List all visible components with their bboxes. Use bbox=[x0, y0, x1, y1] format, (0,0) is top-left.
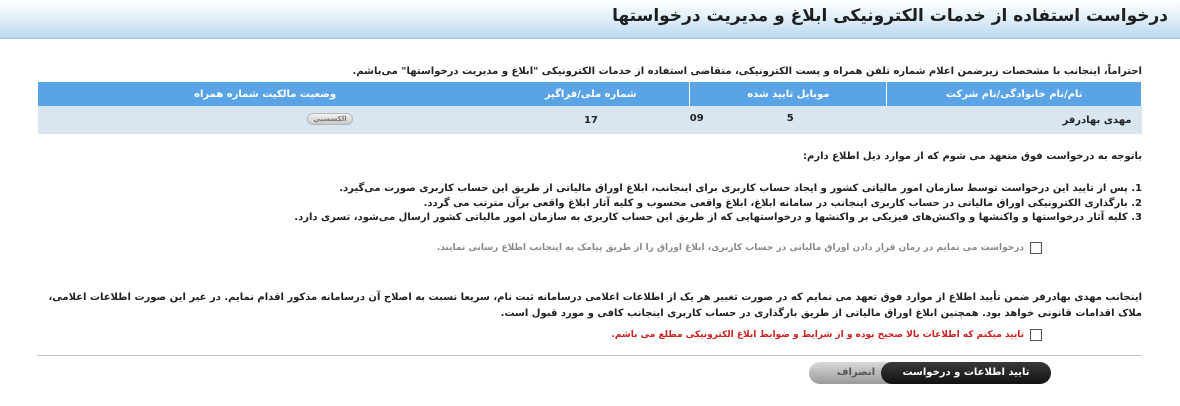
status-badge: الكسسيي bbox=[307, 113, 353, 125]
term-item: 3. کلیه آثار درخواستها و واکنشها و واکنش‌های فیزیکی بر واکنشها و درخواستهایی که از طریق این حساب کاربری به سازمان امور مالیاتی کشور ارسال می‌شود، تسری دارد. bbox=[294, 212, 1142, 223]
page-title: درخواست استفاده از خدمات الکترونیکی ابلاغ و مدیریت درخواستها bbox=[612, 6, 1168, 26]
sms-notify-checkbox[interactable] bbox=[1030, 242, 1042, 254]
term-item: 1. پس از تایید این درخواست توسط سازمان امور مالیاتی کشور و ایجاد حساب کاربری برای اینجانب، ابلاغ اوراق مالیاتی از طریق این حساب کاربری صورت می‌گیرد. bbox=[339, 183, 1142, 194]
terms-intro: باتوجه به درخواست فوق متعهد می شوم که از موارد ذیل اطلاع دارم: bbox=[803, 151, 1142, 162]
mobile-part-a: 5 bbox=[786, 113, 794, 124]
cell-status bbox=[38, 106, 492, 134]
term-item: 2. بارگذاری الکترونیکی اوراق مالیاتی در حساب کاربری اینجانب در سامانه ابلاغ، ابلاغ واقعی محسوب و کلیه آثار ابلاغ واقعی برآن مترتب می گردد. bbox=[423, 197, 1142, 209]
cancel-button[interactable]: انصراف bbox=[809, 362, 903, 384]
title-bar bbox=[0, 0, 1180, 39]
separator-line bbox=[38, 355, 1142, 356]
col-header-status: وضعیت مالکیت شماره همراه bbox=[38, 82, 492, 106]
terms-list bbox=[32, 182, 1142, 226]
sms-notify-option[interactable] bbox=[437, 242, 1042, 254]
cell-name: مهدی بهادرفر bbox=[887, 106, 1142, 134]
col-header-name: نام/نام خانوادگی/نام شرکت bbox=[887, 82, 1142, 106]
cell-national-id: 17 bbox=[492, 106, 690, 134]
mobile-part-b: 09 bbox=[689, 113, 704, 124]
table-row bbox=[38, 106, 1142, 134]
col-header-mobile: موبایل تایید شده bbox=[690, 82, 887, 106]
table-header-row bbox=[38, 82, 1142, 106]
col-header-national-id: شماره ملی/فراگیر bbox=[492, 82, 690, 106]
intro-text: احتراماً، اینجانب با مشخصات زیرضمن اعلام شماره تلفن همراه و پست الکترونیکی، متقاضی استفاده از خدمات الکترونیکی "ابلاغ و مدیریت درخواستها" می‌باشم. bbox=[352, 66, 1142, 77]
applicant-table bbox=[38, 82, 1142, 134]
sms-notify-label: درخواست می نمایم در زمان قرار دادن اوراق مالیاتی در حساب کاربری، ابلاغ اوراق را از طریق پیامک به اینجانب اطلاع رسانی نمایند. bbox=[436, 243, 1024, 253]
declaration-text: اینجانب مهدی بهادرفر ضمن تأیید اطلاع از موارد فوق تعهد می نمایم که در صورت تغییر هر یک از اطلاعات اعلامی درسامانه ثبت نام، سریعا نسبت به اصلاح آن درسامانه مذکور اقدام نمایم. در غیر این صورت اطلاعات اعلامی، ملاک اقدامات قانونی خواهد بود. همچنین ابلاغ اوراق مالیاتی از طریق بارگذاری در حساب کاربری اینجانب کافی و مورد قبول است. bbox=[48, 292, 1142, 319]
confirm-request-button[interactable]: تایید اطلاعات و درخواست bbox=[881, 362, 1051, 384]
confirm-terms-checkbox[interactable] bbox=[1030, 329, 1042, 341]
confirm-terms-label: تایید میکنم که اطلاعات بالا صحیح بوده و از شرایط و ضوابط ابلاغ الکترونیکی مطلع می باشم. bbox=[611, 330, 1024, 340]
cell-mobile bbox=[690, 106, 887, 134]
confirm-terms-option[interactable] bbox=[611, 329, 1042, 341]
